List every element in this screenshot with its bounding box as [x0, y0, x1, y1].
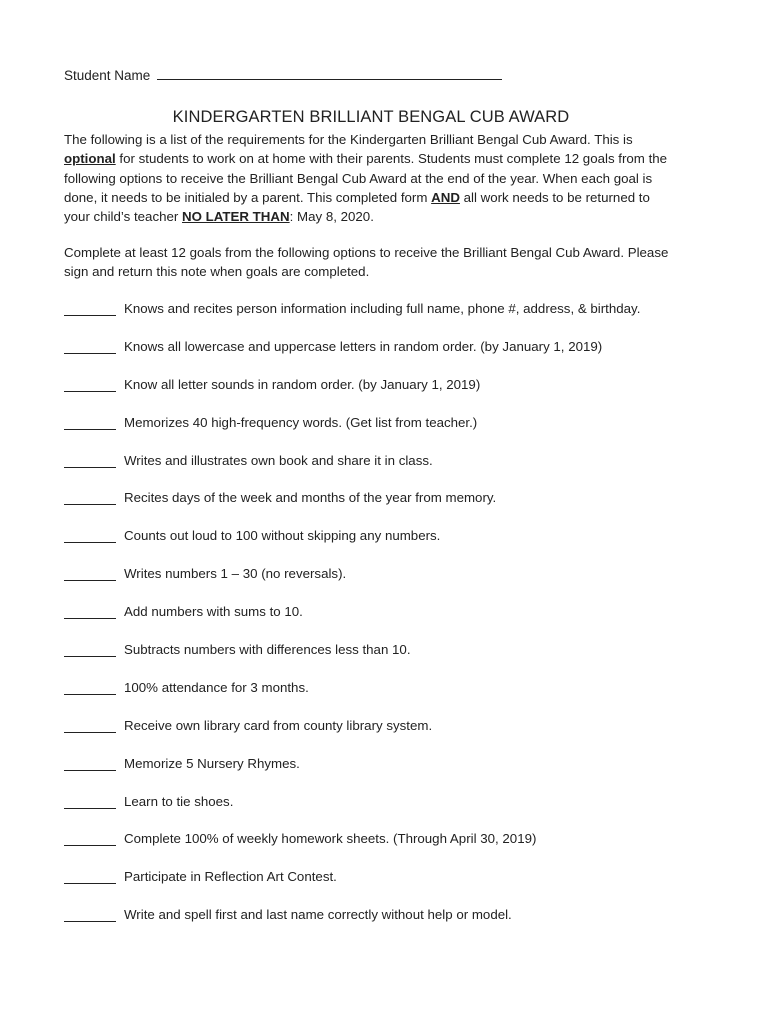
goal-text: Receive own library card from county library system. — [124, 717, 433, 733]
goal-text: Memorizes 40 high-frequency words. (Get list from teacher.) — [124, 414, 478, 430]
goal-text: Writes numbers 1 – 30 (no reversals). — [124, 566, 347, 582]
goal-text: Writes and illustrates own book and share it in class. — [124, 452, 433, 468]
goal-item — [64, 376, 714, 414]
goal-item — [64, 300, 714, 338]
document-title: KINDERGARTEN BRILLIANT BENGAL CUB AWARD — [172, 108, 570, 126]
goal-initial-blank[interactable] — [64, 641, 116, 657]
instructions-paragraph: Complete at least 12 goals from the following options to receive the Brilliant Bengal Cub Award. Please sign and return this note when goals are completed. — [64, 245, 669, 280]
goal-text: Participate in Reflection Art Contest. — [124, 869, 337, 885]
goal-item — [64, 414, 714, 452]
goal-text: Counts out loud to 100 without skipping any numbers. — [124, 528, 441, 544]
goal-initial-blank[interactable] — [64, 376, 116, 392]
goal-text: Add numbers with sums to 10. — [124, 604, 303, 620]
intro-text-2: for students to work on at home with their parents. Students must complete 12 goals from the following options to receive the Brilliant Bengal Cub Award at the end of the year. When each goal is done, it needs to be initialed by a parent. This completed form — [64, 151, 668, 205]
goal-list — [64, 300, 714, 944]
goal-item — [64, 793, 714, 831]
goal-initial-blank[interactable] — [64, 906, 116, 922]
goal-initial-blank[interactable] — [64, 868, 116, 884]
student-name-row — [64, 66, 502, 85]
goal-item — [64, 565, 714, 603]
goal-initial-blank[interactable] — [64, 603, 116, 619]
goal-text: Knows and recites person information including full name, phone #, address, & birthday. — [124, 301, 641, 316]
goal-item — [64, 489, 714, 527]
goal-item — [64, 527, 714, 565]
goal-text: Complete 100% of weekly homework sheets. (Through April 30, 2019) — [124, 831, 537, 847]
goal-initial-blank[interactable] — [64, 414, 116, 430]
goal-item — [64, 830, 714, 868]
goal-text: Recites days of the week and months of the year from memory. — [124, 490, 497, 506]
goal-initial-blank[interactable] — [64, 755, 116, 771]
goal-initial-blank[interactable] — [64, 717, 116, 733]
goal-initial-blank[interactable] — [64, 793, 116, 809]
intro-text-1: The following is a list of the requirements for the Kindergarten Brilliant Bengal Cub Award. This is — [64, 132, 633, 147]
goal-text: Subtracts numbers with differences less than 10. — [124, 642, 411, 658]
goal-item — [64, 868, 714, 906]
goal-item — [64, 603, 714, 641]
goal-item — [64, 338, 714, 376]
goal-text: Learn to tie shoes. — [124, 793, 234, 809]
goal-initial-blank[interactable] — [64, 489, 116, 505]
goal-initial-blank[interactable] — [64, 338, 116, 354]
intro-optional: optional — [64, 151, 116, 167]
goal-initial-blank[interactable] — [64, 565, 116, 581]
goal-initial-blank[interactable] — [64, 679, 116, 695]
goal-text: Knows all lowercase and uppercase letters in random order. (by January 1, 2019) — [124, 338, 603, 354]
goal-item — [64, 755, 714, 793]
goal-item — [64, 717, 714, 755]
intro-and: AND — [431, 189, 460, 205]
goal-item — [64, 641, 714, 679]
intro-deadline-date: : May 8, 2020. — [289, 209, 374, 225]
goal-item — [64, 452, 714, 490]
goal-initial-blank[interactable] — [64, 830, 116, 846]
student-name-label: Student Name — [64, 68, 151, 83]
goal-initial-blank[interactable] — [64, 527, 116, 543]
goal-initial-blank[interactable] — [64, 300, 116, 316]
goal-text: Write and spell first and last name correctly without help or model. — [124, 907, 512, 923]
goal-item — [64, 679, 714, 717]
intro-paragraph — [64, 130, 676, 226]
goal-text: 100% attendance for 3 months. — [124, 679, 309, 695]
intro-deadline-label: NO LATER THAN — [182, 209, 290, 225]
goal-initial-blank[interactable] — [64, 452, 116, 468]
goal-item — [64, 906, 714, 944]
goal-text: Know all letter sounds in random order. (by January 1, 2019) — [124, 376, 481, 392]
intro-text-3: all work needs to be returned to your child’s teacher — [64, 189, 650, 225]
goal-text: Memorize 5 Nursery Rhymes. — [124, 755, 300, 771]
student-name-blank[interactable] — [157, 66, 502, 80]
